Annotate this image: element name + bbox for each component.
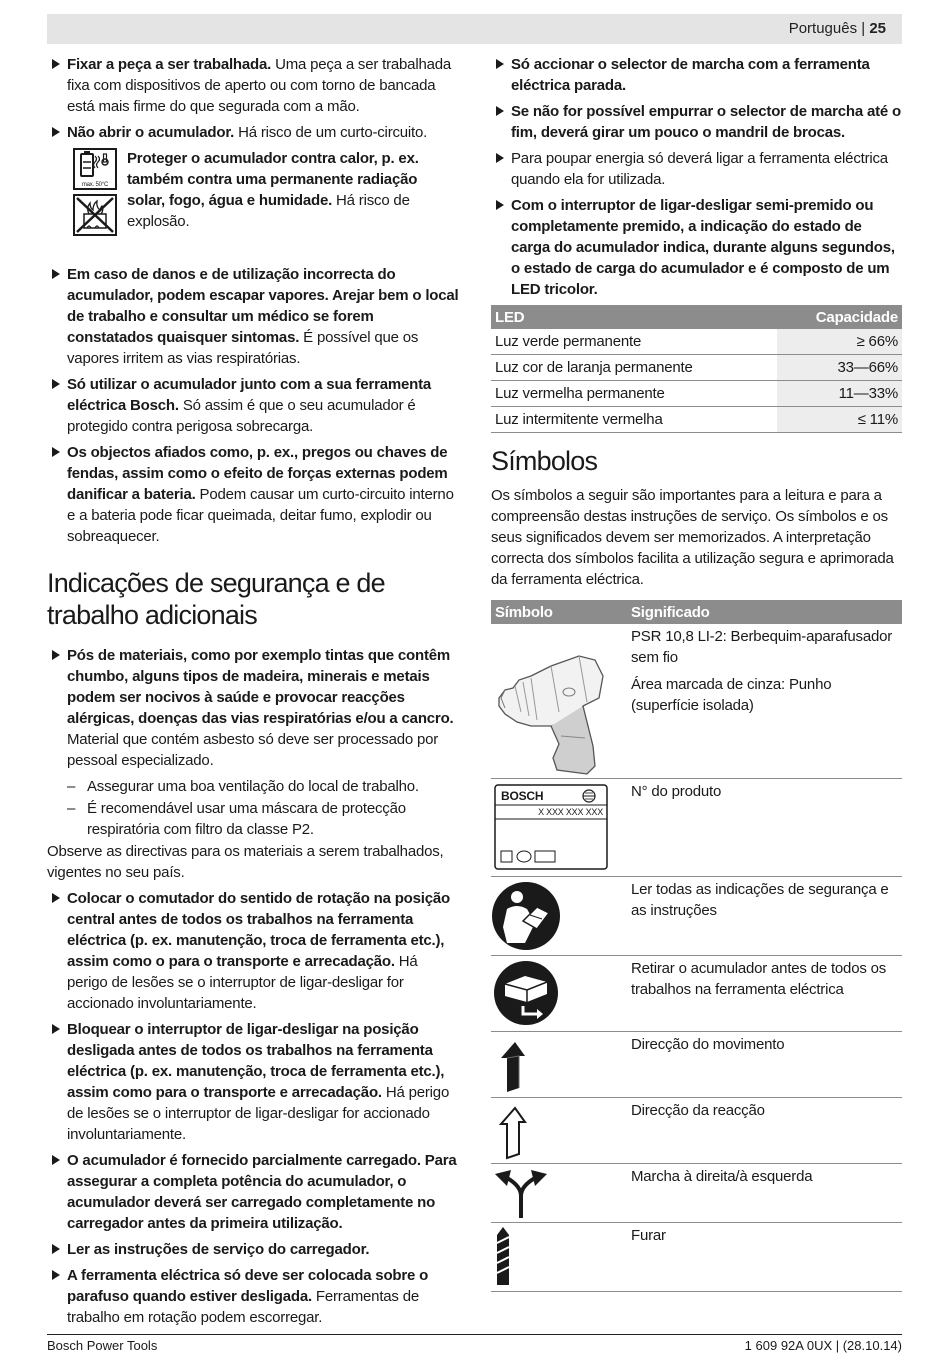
bullet-bold: Pós de materiais, como por exemplo tintas que contêm chumbo, alguns tipos de madeira, minerais e metais podem ser nocivos à saúde e provocar reacções alérgicas, doenças das vias respiratórias e/ou a cancro. xyxy=(67,647,454,727)
bullet-item xyxy=(47,1265,459,1328)
bullet-bold: Em caso de danos e de utilização incorrecta do acumulador, podem escapar vapores. Arejar bem o local de trabalho e consultar um médico se forem constatados quaisquer sintomas. xyxy=(67,266,459,346)
table-row xyxy=(491,956,902,1032)
motion-meaning: Direcção do movimento xyxy=(631,1036,785,1053)
bullet-item xyxy=(47,54,459,117)
table-row xyxy=(491,779,902,877)
reaction-direction-icon xyxy=(491,1100,541,1160)
symbol-cell xyxy=(491,877,627,956)
footer-doc-number: 1 609 92A 0UX | (28.10.14) xyxy=(744,1338,902,1353)
symbols-table xyxy=(491,600,902,1292)
warning-text: Há risco de explosão. xyxy=(127,192,410,230)
meaning-cell xyxy=(627,1223,902,1292)
table-row xyxy=(491,329,902,355)
paragraph: Observe as directivas para os materiais a serem trabalhados, vigentes no seu país. xyxy=(47,843,444,881)
symbol-cell xyxy=(491,624,627,779)
battery-warning-box xyxy=(47,148,459,248)
symbol-cell xyxy=(491,1032,627,1098)
bullet-item xyxy=(47,374,459,437)
symbol-cell xyxy=(491,779,627,877)
led-cell: Luz vermelha permanente xyxy=(491,381,777,407)
meaning-cell xyxy=(627,1032,902,1098)
table-row xyxy=(491,381,902,407)
bullet-item xyxy=(47,122,459,143)
no-fire-water-icon xyxy=(73,194,117,236)
table-row xyxy=(491,1098,902,1164)
bullet-item xyxy=(47,1019,459,1145)
page-number: 25 xyxy=(869,20,886,37)
bullet-text: Há perigo de lesões se o interruptor de ligar-desligar for accionado involuntariamente. xyxy=(67,953,418,1012)
warning-bold: Proteger o acumulador contra calor, p. ex. também contra uma permanente radiação solar, fogo, água e humidade. xyxy=(127,150,419,209)
table-header-row xyxy=(491,305,902,329)
right-left-rotation-icon xyxy=(491,1166,551,1220)
plate-brand: BOSCH xyxy=(501,789,544,803)
table-row xyxy=(491,624,902,779)
table-row xyxy=(491,407,902,433)
reaction-meaning: Direcção da reacção xyxy=(631,1102,765,1119)
plate-meaning: N° do produto xyxy=(631,783,722,800)
bullet-text: Há perigo de lesões se o interruptor de ligar-desligar for accionado involuntariamente. xyxy=(67,1084,450,1143)
page-header xyxy=(47,14,902,44)
bullet-bold: Os objectos afiados como, p. ex., pregos ou chaves de fendas, assim como o efeito de forças externas podem danificar a bateria. xyxy=(67,444,448,503)
meaning-column-header: Significado xyxy=(627,600,902,624)
bullet-text: É possível que os vapores irritem as vias respiratórias. xyxy=(67,329,419,367)
meaning-cell xyxy=(627,877,902,956)
footer-brand: Bosch Power Tools xyxy=(47,1338,158,1353)
read-meaning: Ler todas as indicações de segurança e as instruções xyxy=(631,881,889,919)
symbols-heading: Símbolos xyxy=(491,446,598,476)
led-cell: Luz cor de laranja permanente xyxy=(491,355,777,381)
heat-warning-label: max. 50°C xyxy=(81,182,109,188)
bullet-item xyxy=(491,101,902,143)
table-row xyxy=(491,877,902,956)
read-manual-icon xyxy=(491,879,561,953)
symbol-column-header: Símbolo xyxy=(491,600,627,624)
bullet-bold: Colocar o comutador do sentido de rotação na posição central antes de todos os trabalhos na ferramenta eléctrica (p. ex. manutenção, troca de ferramenta etc.), assim como o para o transporte e arrecadação. xyxy=(67,890,450,970)
battery-meaning: Retirar o acumulador antes de todos os trabalhos na ferramenta eléctrica xyxy=(631,960,887,998)
capacity-cell: ≤ 11% xyxy=(777,407,902,433)
meaning-cell xyxy=(627,624,902,779)
table-row xyxy=(491,1223,902,1292)
symbols-intro: Os símbolos a seguir são importantes para a leitura e para a compreensão destas instruções de serviço. Os símbolos e os seus significados devem ser memorizados. A interpretação correcta dos símbolos facilita a utilização segura e aprimorada da ferramenta eléctrica. xyxy=(491,487,894,588)
bullet-item xyxy=(47,1150,459,1234)
meaning-cell xyxy=(627,1098,902,1164)
bullet-item xyxy=(47,888,459,1014)
bullet-bold: Bloquear o interruptor de ligar-desligar na posição desligada antes de todos os trabalhos na ferramenta eléctrica (p. ex. manutenção, troca de ferramenta etc.), assim como para o transporte e arrecadação. xyxy=(67,1021,445,1101)
bullet-item xyxy=(47,264,459,369)
bullet-text: Material que contém asbesto só deve ser processado por pessoal especializado. xyxy=(67,731,439,769)
led-column-header: LED xyxy=(491,305,777,329)
capacity-cell: ≥ 66% xyxy=(777,329,902,355)
symbol-cell xyxy=(491,1223,627,1292)
dash-item: – Assegurar uma boa ventilação do local de trabalho. xyxy=(47,776,459,797)
meaning-cell xyxy=(627,779,902,877)
bullet-item xyxy=(47,442,459,547)
dash-item: – É recomendável usar uma máscara de protecção respiratória com filtro da classe P2. xyxy=(47,798,459,840)
bullet-item xyxy=(491,195,902,300)
led-cell: Luz intermitente vermelha xyxy=(491,407,777,433)
heat-warning-icon xyxy=(73,148,117,190)
symbol-cell xyxy=(491,956,627,1032)
symbol-cell xyxy=(491,1164,627,1223)
bullet-item xyxy=(491,148,902,190)
bullet-bold: A ferramenta eléctrica só deve ser colocada sobre o parafuso quando estiver desligada. xyxy=(67,1267,429,1305)
table-row xyxy=(491,355,902,381)
header-text: Português | 25 xyxy=(788,20,886,37)
table-row xyxy=(491,1164,902,1223)
table-row xyxy=(491,1032,902,1098)
bullet-bold: Não abrir o acumulador. xyxy=(67,124,235,141)
drilling-icon xyxy=(491,1225,515,1289)
section-heading: Indicações de segurança e de trabalho adicionais xyxy=(47,568,385,630)
drill-icon xyxy=(491,626,611,776)
rightleft-meaning: Marcha à direita/à esquerda xyxy=(631,1168,813,1185)
bullet-bold: Só utilizar o acumulador junto com a sua ferramenta eléctrica Bosch. xyxy=(67,376,432,414)
type-plate-icon xyxy=(491,781,611,871)
bullet-bold: Fixar a peça a ser trabalhada. xyxy=(67,56,272,73)
drilling-meaning: Furar xyxy=(631,1227,666,1244)
bullet-bold: Se não for possível empurrar o selector de marcha até o fim, deverá girar um pouco o mandril de brocas. xyxy=(511,103,901,141)
right-column xyxy=(491,54,902,1292)
plate-number: X XXX XXX XXX xyxy=(538,807,603,817)
meaning-cell xyxy=(627,1164,902,1223)
drill-meaning-1: PSR 10,8 LI-2: Berbequim-aparafusador sem fio xyxy=(631,628,893,666)
led-cell: Luz verde permanente xyxy=(491,329,777,355)
bullet-item xyxy=(491,54,902,96)
bullet-bold: O acumulador é fornecido parcialmente carregado. Para assegurar a completa potência do acumulador, o acumulador deverá ser carregado completamente no carregador antes da primeira utilização. xyxy=(67,1152,457,1232)
bullet-text: Ferramentas de trabalho em rotação podem escorregar. xyxy=(67,1288,419,1326)
symbol-cell xyxy=(491,1098,627,1164)
bullet-text: Podem causar um curto-circuito interno e a bateria pode ficar queimada, deitar fumo, explodir ou sobreaquecer. xyxy=(67,486,454,545)
bullet-bold: Só accionar o selector de marcha com a ferramenta eléctrica parada. xyxy=(511,56,870,94)
header-section: Português xyxy=(788,20,858,37)
bullet-bold: Com o interruptor de ligar-desligar semi-premido ou completamente premido, a indicação do estado de carga do acumulador indica, durante alguns segundos, o estado de carga do acumulador e é composto de um LED tricolor. xyxy=(511,197,895,298)
bullet-item xyxy=(47,645,459,771)
capacity-cell: 33—66% xyxy=(777,355,902,381)
movement-direction-icon xyxy=(491,1034,541,1094)
bullet-text: Há risco de um curto-circuito. xyxy=(234,124,428,141)
capacity-cell: 11—33% xyxy=(777,381,902,407)
led-capacity-table xyxy=(491,305,902,433)
bullet-text: Uma peça a ser trabalhada fixa com dispositivos de aperto ou com torno de bancada está mais firme do que segurada com a mão. xyxy=(67,56,452,115)
remove-battery-icon xyxy=(491,958,561,1028)
footer-divider xyxy=(47,1334,902,1335)
left-column xyxy=(47,54,459,1333)
table-header-row xyxy=(491,600,902,624)
bullet-bold: Ler as instruções de serviço do carregador. xyxy=(67,1241,370,1258)
drill-meaning-2: Área marcada de cinza: Punho (superfície isolada) xyxy=(631,676,832,714)
bullet-item xyxy=(47,1239,459,1260)
bullet-text: Só assim é que o seu acumulador é protegido contra perigosa sobrecarga. xyxy=(67,397,416,435)
capacity-column-header: Capacidade xyxy=(777,305,902,329)
bullet-text: Para poupar energia só deverá ligar a ferramenta eléctrica quando ela for utilizada. xyxy=(511,150,888,188)
meaning-cell xyxy=(627,956,902,1032)
